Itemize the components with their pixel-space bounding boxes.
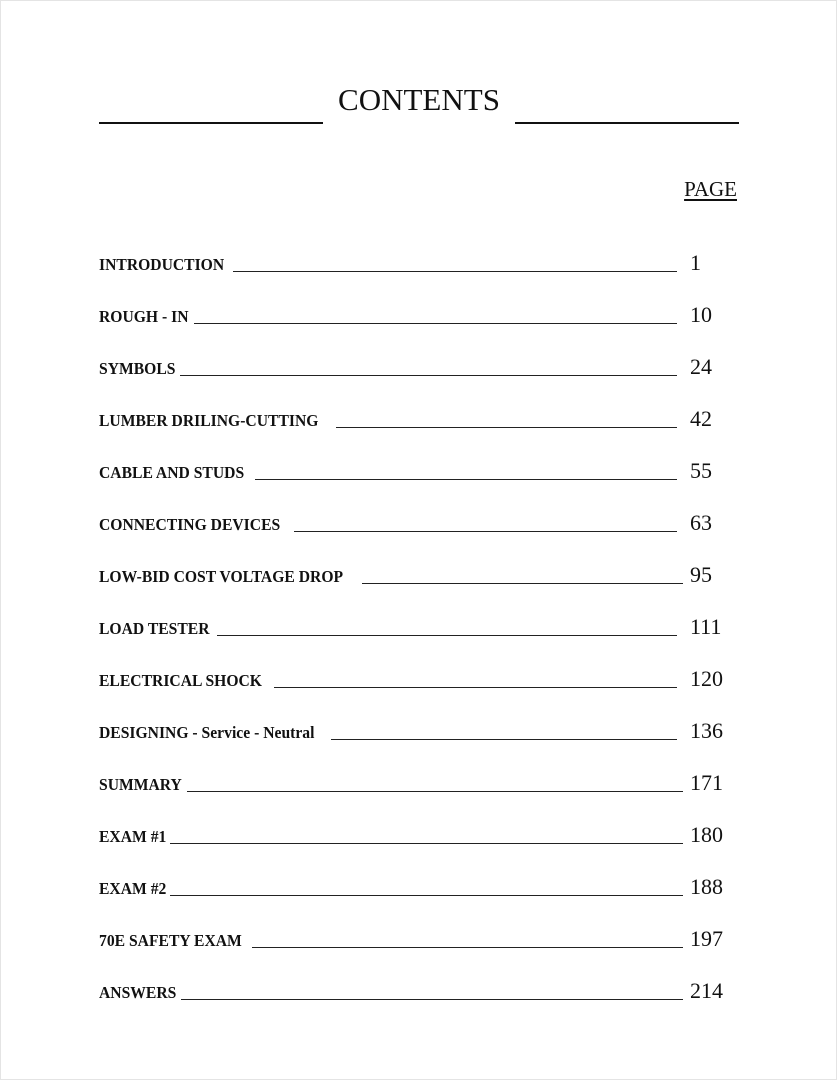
toc-entry-label: CONNECTING DEVICES (99, 515, 281, 534)
title-row (99, 81, 739, 131)
toc-entry[interactable] (99, 223, 739, 275)
leader-line (170, 843, 683, 844)
toc-entry-label: DESIGNING - Service - Neutral (99, 723, 315, 742)
toc-entry-page: 171 (690, 770, 723, 795)
toc-entry[interactable] (99, 535, 739, 587)
toc-entry-page: 214 (690, 978, 723, 1003)
leader-line (362, 583, 683, 584)
toc-entry-page: 95 (690, 562, 712, 587)
table-of-contents (99, 223, 739, 1003)
toc-entry[interactable] (99, 743, 739, 795)
page-title: CONTENTS (338, 82, 500, 117)
toc-entry[interactable] (99, 951, 739, 1003)
toc-entry-page: 42 (690, 406, 712, 431)
toc-entry[interactable] (99, 327, 739, 379)
toc-entry[interactable] (99, 275, 739, 327)
toc-entry[interactable] (99, 795, 739, 847)
leader-line (187, 791, 683, 792)
leader-line (180, 375, 677, 376)
leader-line (336, 427, 678, 428)
leader-line (274, 687, 677, 688)
toc-entry-label: EXAM #2 (99, 879, 167, 898)
toc-entry[interactable] (99, 483, 739, 535)
toc-entry-page: 55 (690, 458, 712, 483)
toc-entry-page: 63 (690, 510, 712, 535)
toc-entry[interactable] (99, 379, 739, 431)
leader-line (194, 323, 677, 324)
leader-line (255, 479, 677, 480)
toc-entry-page: 197 (690, 926, 723, 951)
toc-entry[interactable] (99, 691, 739, 743)
page-column-header: PAGE (684, 177, 737, 201)
toc-entry-label: INTRODUCTION (99, 255, 225, 274)
toc-entry-page: 24 (690, 354, 712, 379)
toc-entry-label: SUMMARY (99, 775, 182, 794)
leader-line (217, 635, 677, 636)
title-rule-left (99, 122, 323, 124)
toc-entry-label: LOW-BID COST VOLTAGE DROP (99, 567, 344, 586)
toc-entry[interactable] (99, 639, 739, 691)
toc-entry-label: LOAD TESTER (99, 619, 210, 638)
toc-entry[interactable] (99, 587, 739, 639)
leader-line (233, 271, 677, 272)
title-rule-right (515, 122, 739, 124)
leader-line (331, 739, 677, 740)
toc-entry-label: SYMBOLS (99, 359, 176, 378)
toc-entry-page: 180 (690, 822, 723, 847)
toc-entry[interactable] (99, 431, 739, 483)
toc-entry-label: EXAM #1 (99, 827, 167, 846)
leader-line (181, 999, 683, 1000)
toc-entry-label: 70E SAFETY EXAM (99, 931, 242, 950)
toc-entry-page: 1 (690, 250, 701, 275)
toc-entry[interactable] (99, 899, 739, 951)
toc-entry-page: 188 (690, 874, 723, 899)
toc-entry[interactable] (99, 847, 739, 899)
toc-entry-label: ROUGH - IN (99, 307, 189, 326)
toc-entry-page: 120 (690, 666, 723, 691)
leader-line (170, 895, 683, 896)
toc-entry-label: ELECTRICAL SHOCK (99, 671, 262, 690)
leader-line (294, 531, 677, 532)
toc-entry-label: ANSWERS (99, 983, 177, 1002)
leader-line (252, 947, 683, 948)
toc-entry-page: 111 (690, 614, 722, 639)
toc-entry-label: LUMBER DRILING-CUTTING (99, 411, 319, 430)
toc-entry-label: CABLE AND STUDS (99, 463, 245, 482)
toc-entry-page: 10 (690, 302, 712, 327)
toc-entry-page: 136 (690, 718, 723, 743)
